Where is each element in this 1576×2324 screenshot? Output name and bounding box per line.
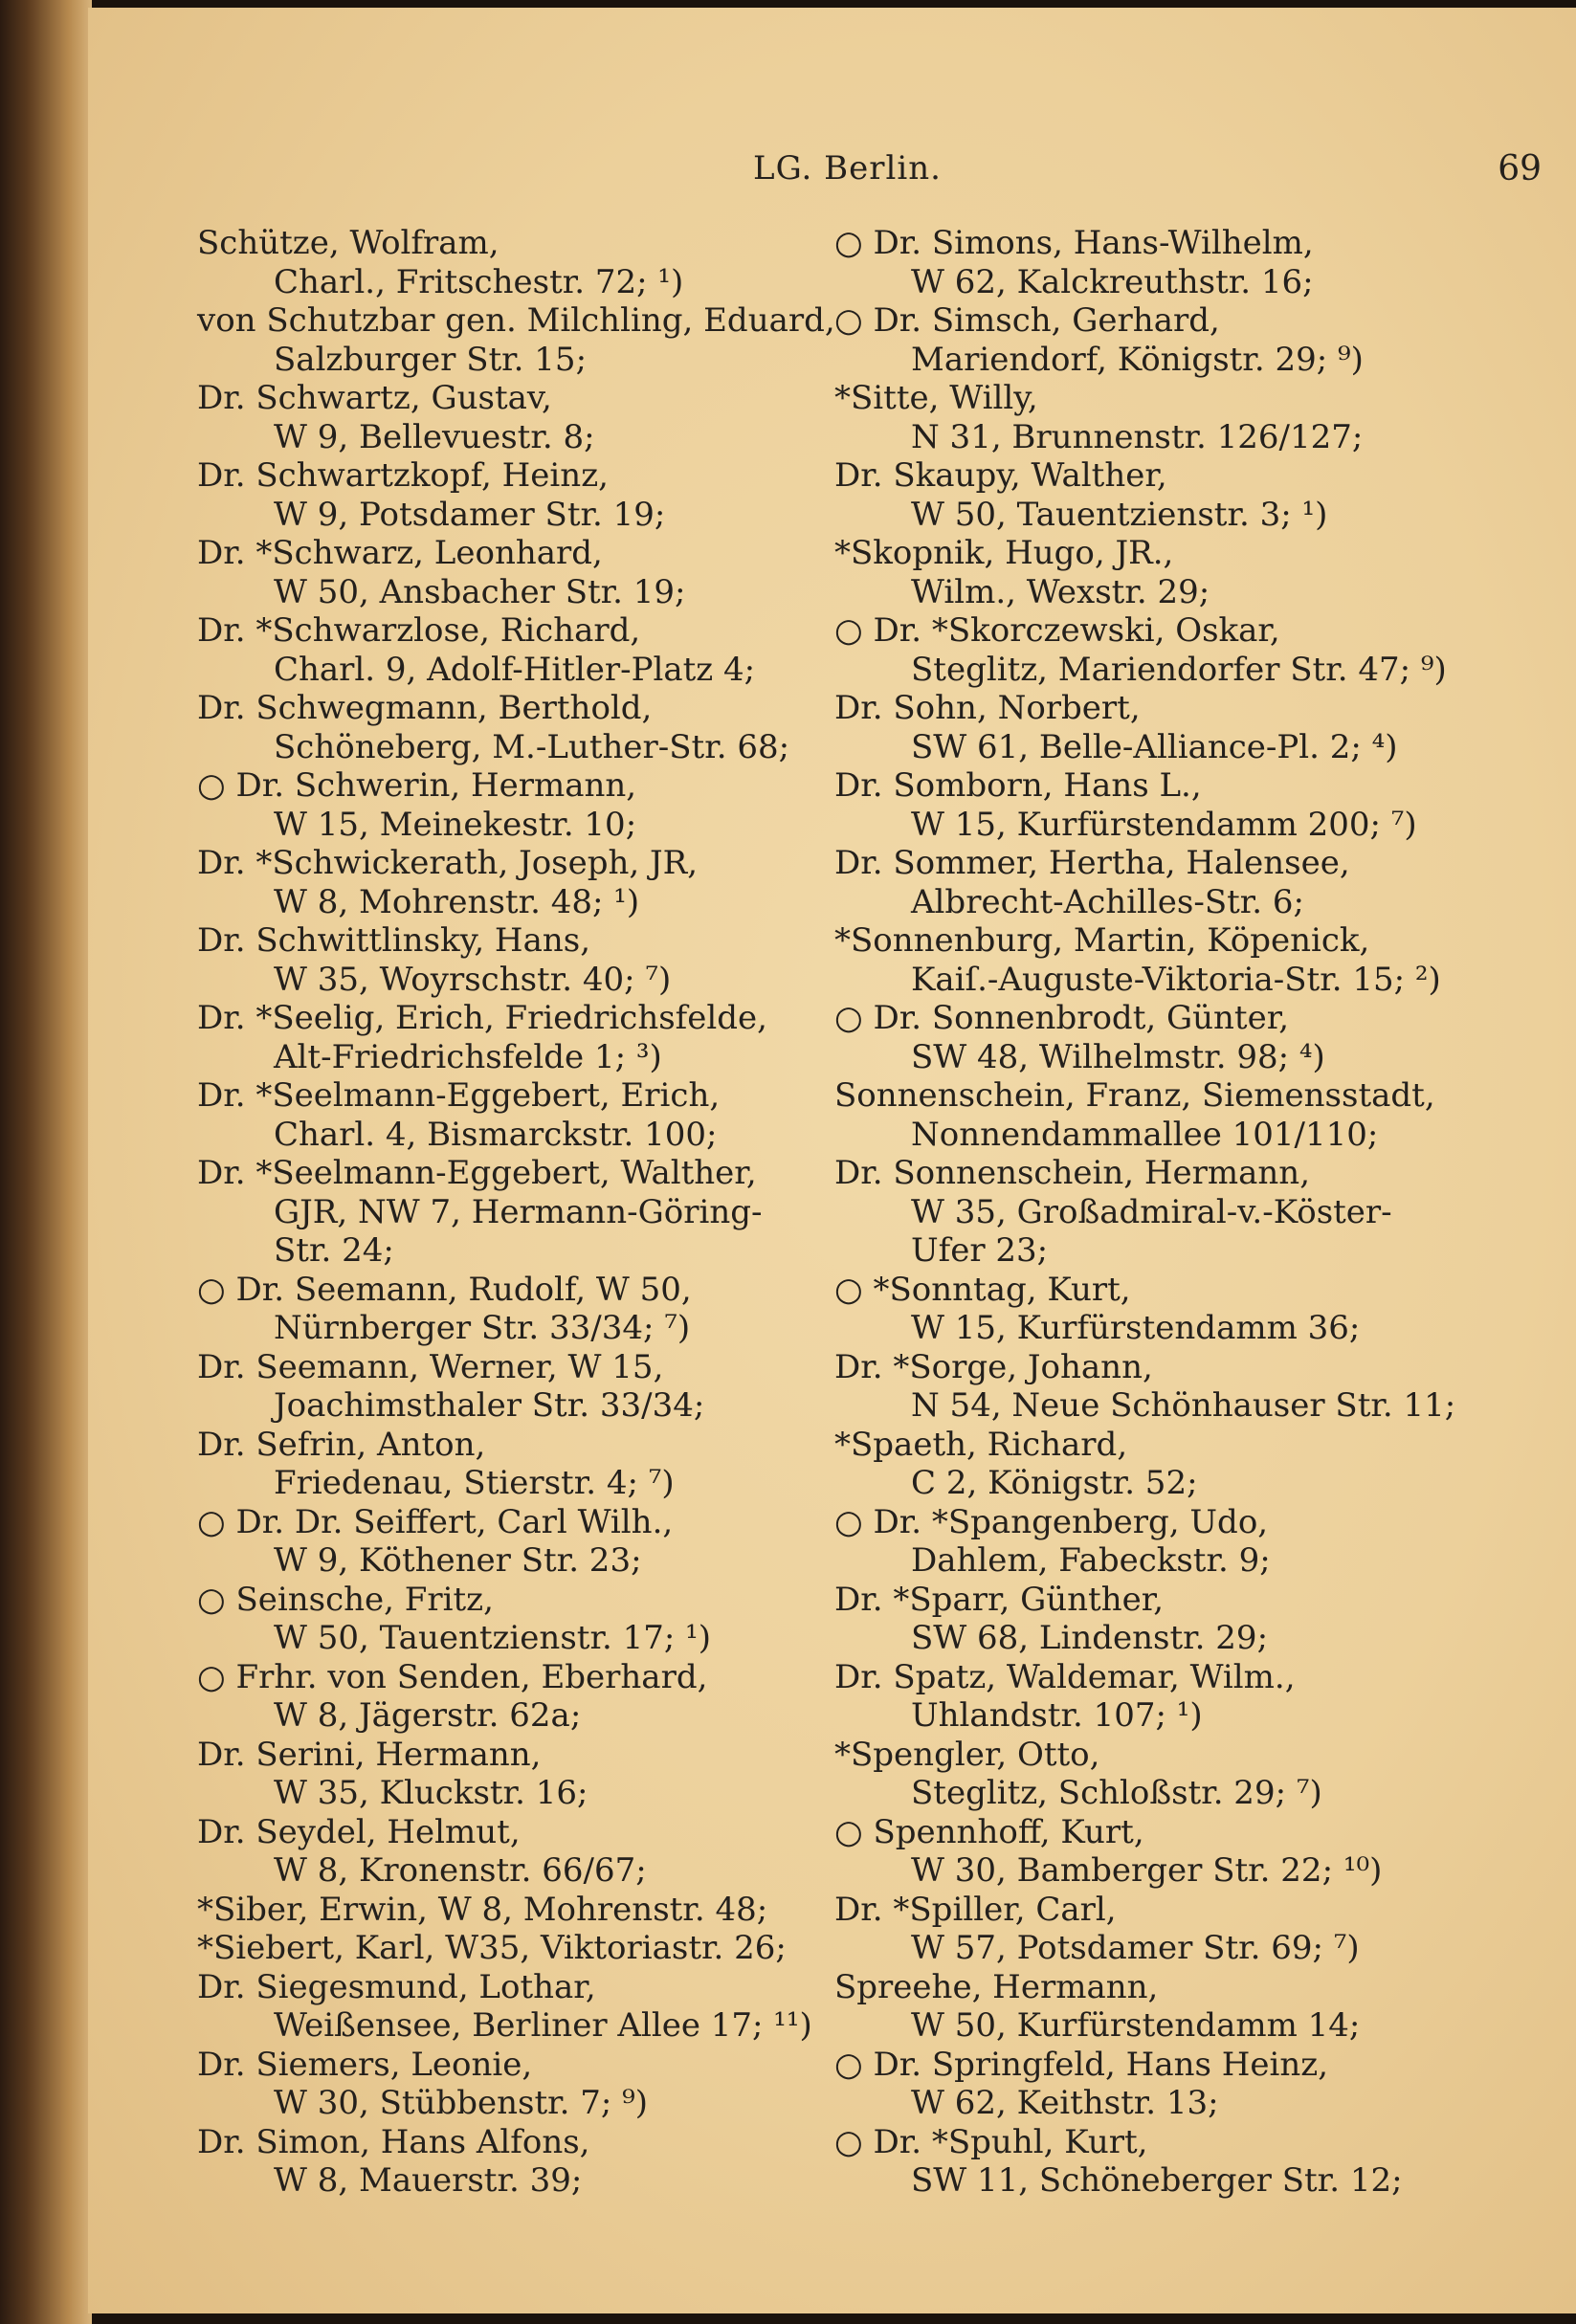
list-item: W 15, Kurfürstendamm 200; ⁷): [911, 805, 1417, 844]
page-number: 69: [1498, 149, 1542, 188]
list-item: W 35, Woyrschstr. 40; ⁷): [274, 960, 672, 999]
list-item: W 15, Meinekestr. 10;: [274, 805, 637, 844]
list-item: Dr. Schwegmann, Berthold,: [197, 689, 653, 727]
list-item: SW 68, Lindenstr. 29;: [911, 1619, 1269, 1657]
list-item: W 15, Kurfürstendamm 36;: [911, 1309, 1361, 1347]
list-item: W 50, Tauentzienstr. 3; ¹): [911, 495, 1328, 534]
list-item: Dr. *Sorge, Johann,: [834, 1347, 1153, 1386]
list-item: Dr. Sommer, Hertha, Halensee,: [834, 844, 1350, 882]
list-item: Kaiſ.-Auguste-Viktoria-Str. 15; ²): [911, 960, 1441, 999]
list-item: *Sitte, Willy,: [834, 379, 1038, 417]
list-item: ○ Frhr. von Senden, Eberhard,: [197, 1657, 708, 1696]
list-item: Charl. 9, Adolf-Hitler-Platz 4;: [274, 650, 756, 689]
list-item: Spreehe, Hermann,: [834, 1967, 1159, 2006]
list-item: Dr. *Schwarz, Leonhard,: [197, 534, 603, 572]
list-item: Schütze, Wolfram,: [197, 224, 499, 262]
list-item: Uhlandstr. 107; ¹): [911, 1696, 1203, 1735]
list-item: Dr. Spatz, Waldemar, Wilm.,: [834, 1657, 1296, 1696]
list-item: Dr. *Spiller, Carl,: [834, 1890, 1117, 1929]
list-item: Dr. *Sparr, Günther,: [834, 1580, 1165, 1619]
list-item: Str. 24;: [274, 1231, 394, 1270]
list-item: Nonnendammallee 101/110;: [911, 1115, 1379, 1154]
list-item: Friedenau, Stierstr. 4; ⁷): [274, 1464, 675, 1502]
list-item: W 30, Stübbenstr. 7; ⁹): [274, 2084, 649, 2122]
list-item: Dr. Somborn, Hans L.,: [834, 766, 1202, 805]
list-item: Dr. Skaupy, Walther,: [834, 456, 1167, 495]
list-item: ○ Dr. *Skorczewski, Oskar,: [834, 611, 1280, 650]
list-item: Mariendorf, Königstr. 29; ⁹): [911, 340, 1364, 379]
list-item: Charl. 4, Bismarckstr. 100;: [274, 1115, 718, 1154]
list-item: ○ *Sonntag, Kurt,: [834, 1270, 1131, 1309]
list-item: Dr. Simon, Hans Alfons,: [197, 2122, 590, 2161]
list-item: W 9, Köthener Str. 23;: [274, 1541, 642, 1580]
list-item: Steglitz, Schloßstr. 29; ⁷): [911, 1774, 1322, 1812]
list-item: von Schutzbar gen. Milchling, Eduard,: [197, 301, 835, 340]
list-item: W 9, Potsdamer Str. 19;: [274, 495, 666, 534]
list-item: *Spengler, Otto,: [834, 1735, 1100, 1774]
list-item: *Skopnik, Hugo, JR.,: [834, 534, 1174, 572]
list-item: W 50, Ansbacher Str. 19;: [274, 572, 686, 611]
list-item: Nürnberger Str. 33/34; ⁷): [274, 1309, 691, 1347]
list-item: ○ Spennhoff, Kurt,: [834, 1812, 1144, 1851]
list-item: C 2, Königstr. 52;: [911, 1464, 1198, 1502]
list-item: Dr. Sonnenschein, Hermann,: [834, 1154, 1311, 1192]
running-head: LG. Berlin.: [753, 149, 942, 188]
list-item: Dr. Seemann, Werner, W 15,: [197, 1347, 664, 1386]
left-column: [197, 224, 905, 2201]
list-item: ○ Dr. Simons, Hans-Wilhelm,: [834, 224, 1314, 262]
list-item: ○ Seinsche, Fritz,: [197, 1580, 494, 1619]
list-item: Albrecht-Achilles-Str. 6;: [911, 882, 1305, 921]
list-item: ○ Dr. Simsch, Gerhard,: [834, 301, 1220, 340]
list-item: Dr. Serini, Hermann,: [197, 1735, 542, 1774]
list-item: *Siebert, Karl, W35, Viktoriastr. 26;: [197, 1929, 787, 1967]
list-item: Schöneberg, M.-Luther-Str. 68;: [274, 727, 790, 766]
list-item: Dr. Siegesmund, Lothar,: [197, 1967, 596, 2006]
list-item: Salzburger Str. 15;: [274, 340, 588, 379]
page-header: [88, 142, 1576, 199]
list-item: W 50, Tauentzienstr. 17; ¹): [274, 1619, 711, 1657]
list-item: N 54, Neue Schönhauser Str. 11;: [911, 1386, 1456, 1425]
list-item: Dr. Siemers, Leonie,: [197, 2045, 533, 2084]
list-item: ○ Dr. Dr. Seiffert, Carl Wilh.,: [197, 1502, 674, 1541]
list-item: Dr. Schwartzkopf, Heinz,: [197, 456, 609, 495]
list-item: Joachimsthaler Str. 33/34;: [274, 1386, 705, 1425]
list-item: ○ Dr. *Spangenberg, Udo,: [834, 1502, 1269, 1541]
list-item: SW 48, Wilhelmstr. 98; ⁴): [911, 1037, 1325, 1076]
list-item: W 62, Kalckreuthstr. 16;: [911, 262, 1314, 301]
list-item: ○ Dr. Springfeld, Hans Heinz,: [834, 2045, 1329, 2084]
list-item: ○ Dr. Seemann, Rudolf, W 50,: [197, 1270, 692, 1309]
list-item: W 57, Potsdamer Str. 69; ⁷): [911, 1929, 1360, 1967]
list-item: W 35, Großadmiral-v.-Köster-: [911, 1192, 1392, 1231]
list-item: SW 61, Belle-Alliance-Pl. 2; ⁴): [911, 727, 1398, 766]
list-item: GJR, NW 7, Hermann-Göring-: [274, 1192, 763, 1231]
list-item: W 8, Kronenstr. 66/67;: [274, 1851, 647, 1890]
list-item: W 8, Mauerstr. 39;: [274, 2161, 583, 2200]
list-item: W 30, Bamberger Str. 22; ¹⁰): [911, 1851, 1383, 1890]
list-item: W 8, Mohrenstr. 48; ¹): [274, 882, 640, 921]
list-item: Dr. *Seelig, Erich, Friedrichsfelde,: [197, 999, 767, 1037]
list-item: *Siber, Erwin, W 8, Mohrenstr. 48;: [197, 1890, 768, 1929]
list-item: Dr. Seydel, Helmut,: [197, 1812, 521, 1851]
list-item: Dr. Schwartz, Gustav,: [197, 379, 552, 417]
list-item: *Sonnenburg, Martin, Köpenick,: [834, 921, 1370, 960]
list-item: W 62, Keithstr. 13;: [911, 2084, 1219, 2122]
list-item: Dr. Sohn, Norbert,: [834, 689, 1141, 727]
list-item: Dr. *Seelmann-Eggebert, Erich,: [197, 1076, 721, 1115]
list-item: Wilm., Wexstr. 29;: [911, 572, 1210, 611]
list-item: Charl., Fritschestr. 72; ¹): [274, 262, 684, 301]
list-item: *Spaeth, Richard,: [834, 1425, 1128, 1464]
list-item: Dr. *Seelmann-Eggebert, Walther,: [197, 1154, 757, 1192]
list-item: Alt-Friedrichsfelde 1; ³): [274, 1037, 662, 1076]
list-item: Sonnenschein, Franz, Siemensstadt,: [834, 1076, 1435, 1115]
list-item: Weißensee, Berliner Allee 17; ¹¹): [274, 2006, 812, 2045]
list-item: ○ Dr. *Spuhl, Kurt,: [834, 2122, 1148, 2161]
list-item: ○ Dr. Sonnenbrodt, Günter,: [834, 999, 1290, 1037]
list-item: ○ Dr. Schwerin, Hermann,: [197, 766, 637, 805]
list-item: Dr. Schwittlinsky, Hans,: [197, 921, 591, 960]
list-item: Steglitz, Mariendorfer Str. 47; ⁹): [911, 650, 1447, 689]
list-item: W 50, Kurfürstendamm 14;: [911, 2006, 1361, 2045]
list-item: Dr. *Schwarzlose, Richard,: [197, 611, 641, 650]
right-column: [834, 224, 1552, 2201]
page: [88, 8, 1576, 2313]
list-item: Dr. Sefrin, Anton,: [197, 1425, 486, 1464]
book-spine: [0, 0, 92, 2324]
list-item: N 31, Brunnenstr. 126/127;: [911, 417, 1364, 456]
list-item: Ufer 23;: [911, 1231, 1049, 1270]
list-item: W 35, Kluckstr. 16;: [274, 1774, 588, 1812]
list-item: Dahlem, Fabeckstr. 9;: [911, 1541, 1271, 1580]
list-item: W 8, Jägerstr. 62a;: [274, 1696, 582, 1735]
list-item: Dr. *Schwickerath, Joseph, JR,: [197, 844, 699, 882]
list-item: SW 11, Schöneberger Str. 12;: [911, 2161, 1403, 2200]
list-item: W 9, Bellevuestr. 8;: [274, 417, 595, 456]
